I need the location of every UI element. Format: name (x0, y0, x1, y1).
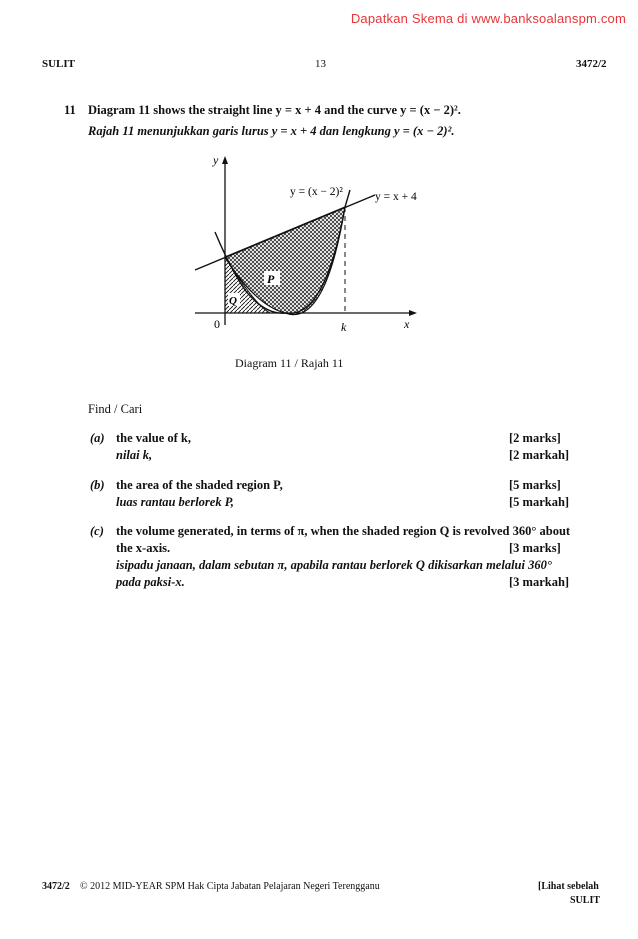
question-text-ms: Rajah 11 menunjukkan garis lurus y = x + 4 dan lengkung y = (x − 2)². (88, 124, 455, 138)
x-axis-arrow (409, 310, 417, 316)
website-banner[interactable]: Dapatkan Skema di www.banksoalanspm.com (350, 11, 626, 26)
question-text-en: Diagram 11 shows the straight line y = x + 4 and the curve y = (x − 2)². (88, 103, 461, 117)
part-c-ms-line1: isipadu janaan, dalam sebutan π, apabila rantau berlorek Q dikisarkan melalui 360° (116, 558, 552, 572)
find-label: Find / Cari (88, 402, 143, 416)
k-label: k (341, 320, 347, 334)
part-c-en-line2: the x-axis. (116, 541, 171, 555)
part-c-ms-line2: pada paksi-x. (116, 575, 185, 589)
question-number: 11 (64, 103, 76, 117)
part-c-marks-en: [3 marks] (509, 541, 561, 555)
header-sulit: SULIT (42, 58, 76, 70)
page-number: 13 (315, 58, 326, 70)
region-p-label: P (267, 272, 275, 286)
footer-sulit: SULIT (570, 895, 601, 906)
part-c-en-line1: the volume generated, in terms of π, when the shaded region Q is revolved 360° about (116, 524, 571, 538)
region-q-label: Q (229, 295, 237, 307)
part-c-label: (c) (90, 524, 104, 538)
y-axis-label: y (213, 153, 219, 167)
diagram-11 (185, 150, 425, 345)
part-b-marks-en: [5 marks] (509, 478, 561, 492)
origin-label: 0 (214, 317, 220, 331)
part-a-marks-ms: [2 markah] (509, 448, 570, 462)
footer-next-page: [Lihat sebelah (538, 881, 599, 892)
part-b-label: (b) (90, 478, 105, 492)
part-c-marks-ms: [3 markah] (509, 575, 570, 589)
curve-label: y = (x − 2)² (290, 186, 343, 198)
part-a-marks-en: [2 marks] (509, 431, 561, 445)
diagram-caption: Diagram 11 / Rajah 11 (235, 356, 344, 370)
part-b-ms: luas rantau berlorek P, (116, 495, 234, 509)
part-a-en: the value of k, (116, 431, 191, 445)
part-b-en: the area of the shaded region P, (116, 478, 283, 492)
part-a-label: (a) (90, 431, 105, 445)
part-a-ms: nilai k, (116, 448, 153, 462)
footer-code: 3472/2 (42, 881, 70, 892)
x-axis-label: x (404, 317, 410, 331)
y-axis-arrow (222, 156, 228, 164)
footer-copyright: © 2012 MID-YEAR SPM Hak Cipta Jabatan Pelajaran Negeri Terengganu (80, 881, 380, 892)
part-b-marks-ms: [5 markah] (509, 495, 570, 509)
header-code: 3472/2 (576, 58, 607, 70)
line-label: y = x + 4 (375, 191, 417, 203)
